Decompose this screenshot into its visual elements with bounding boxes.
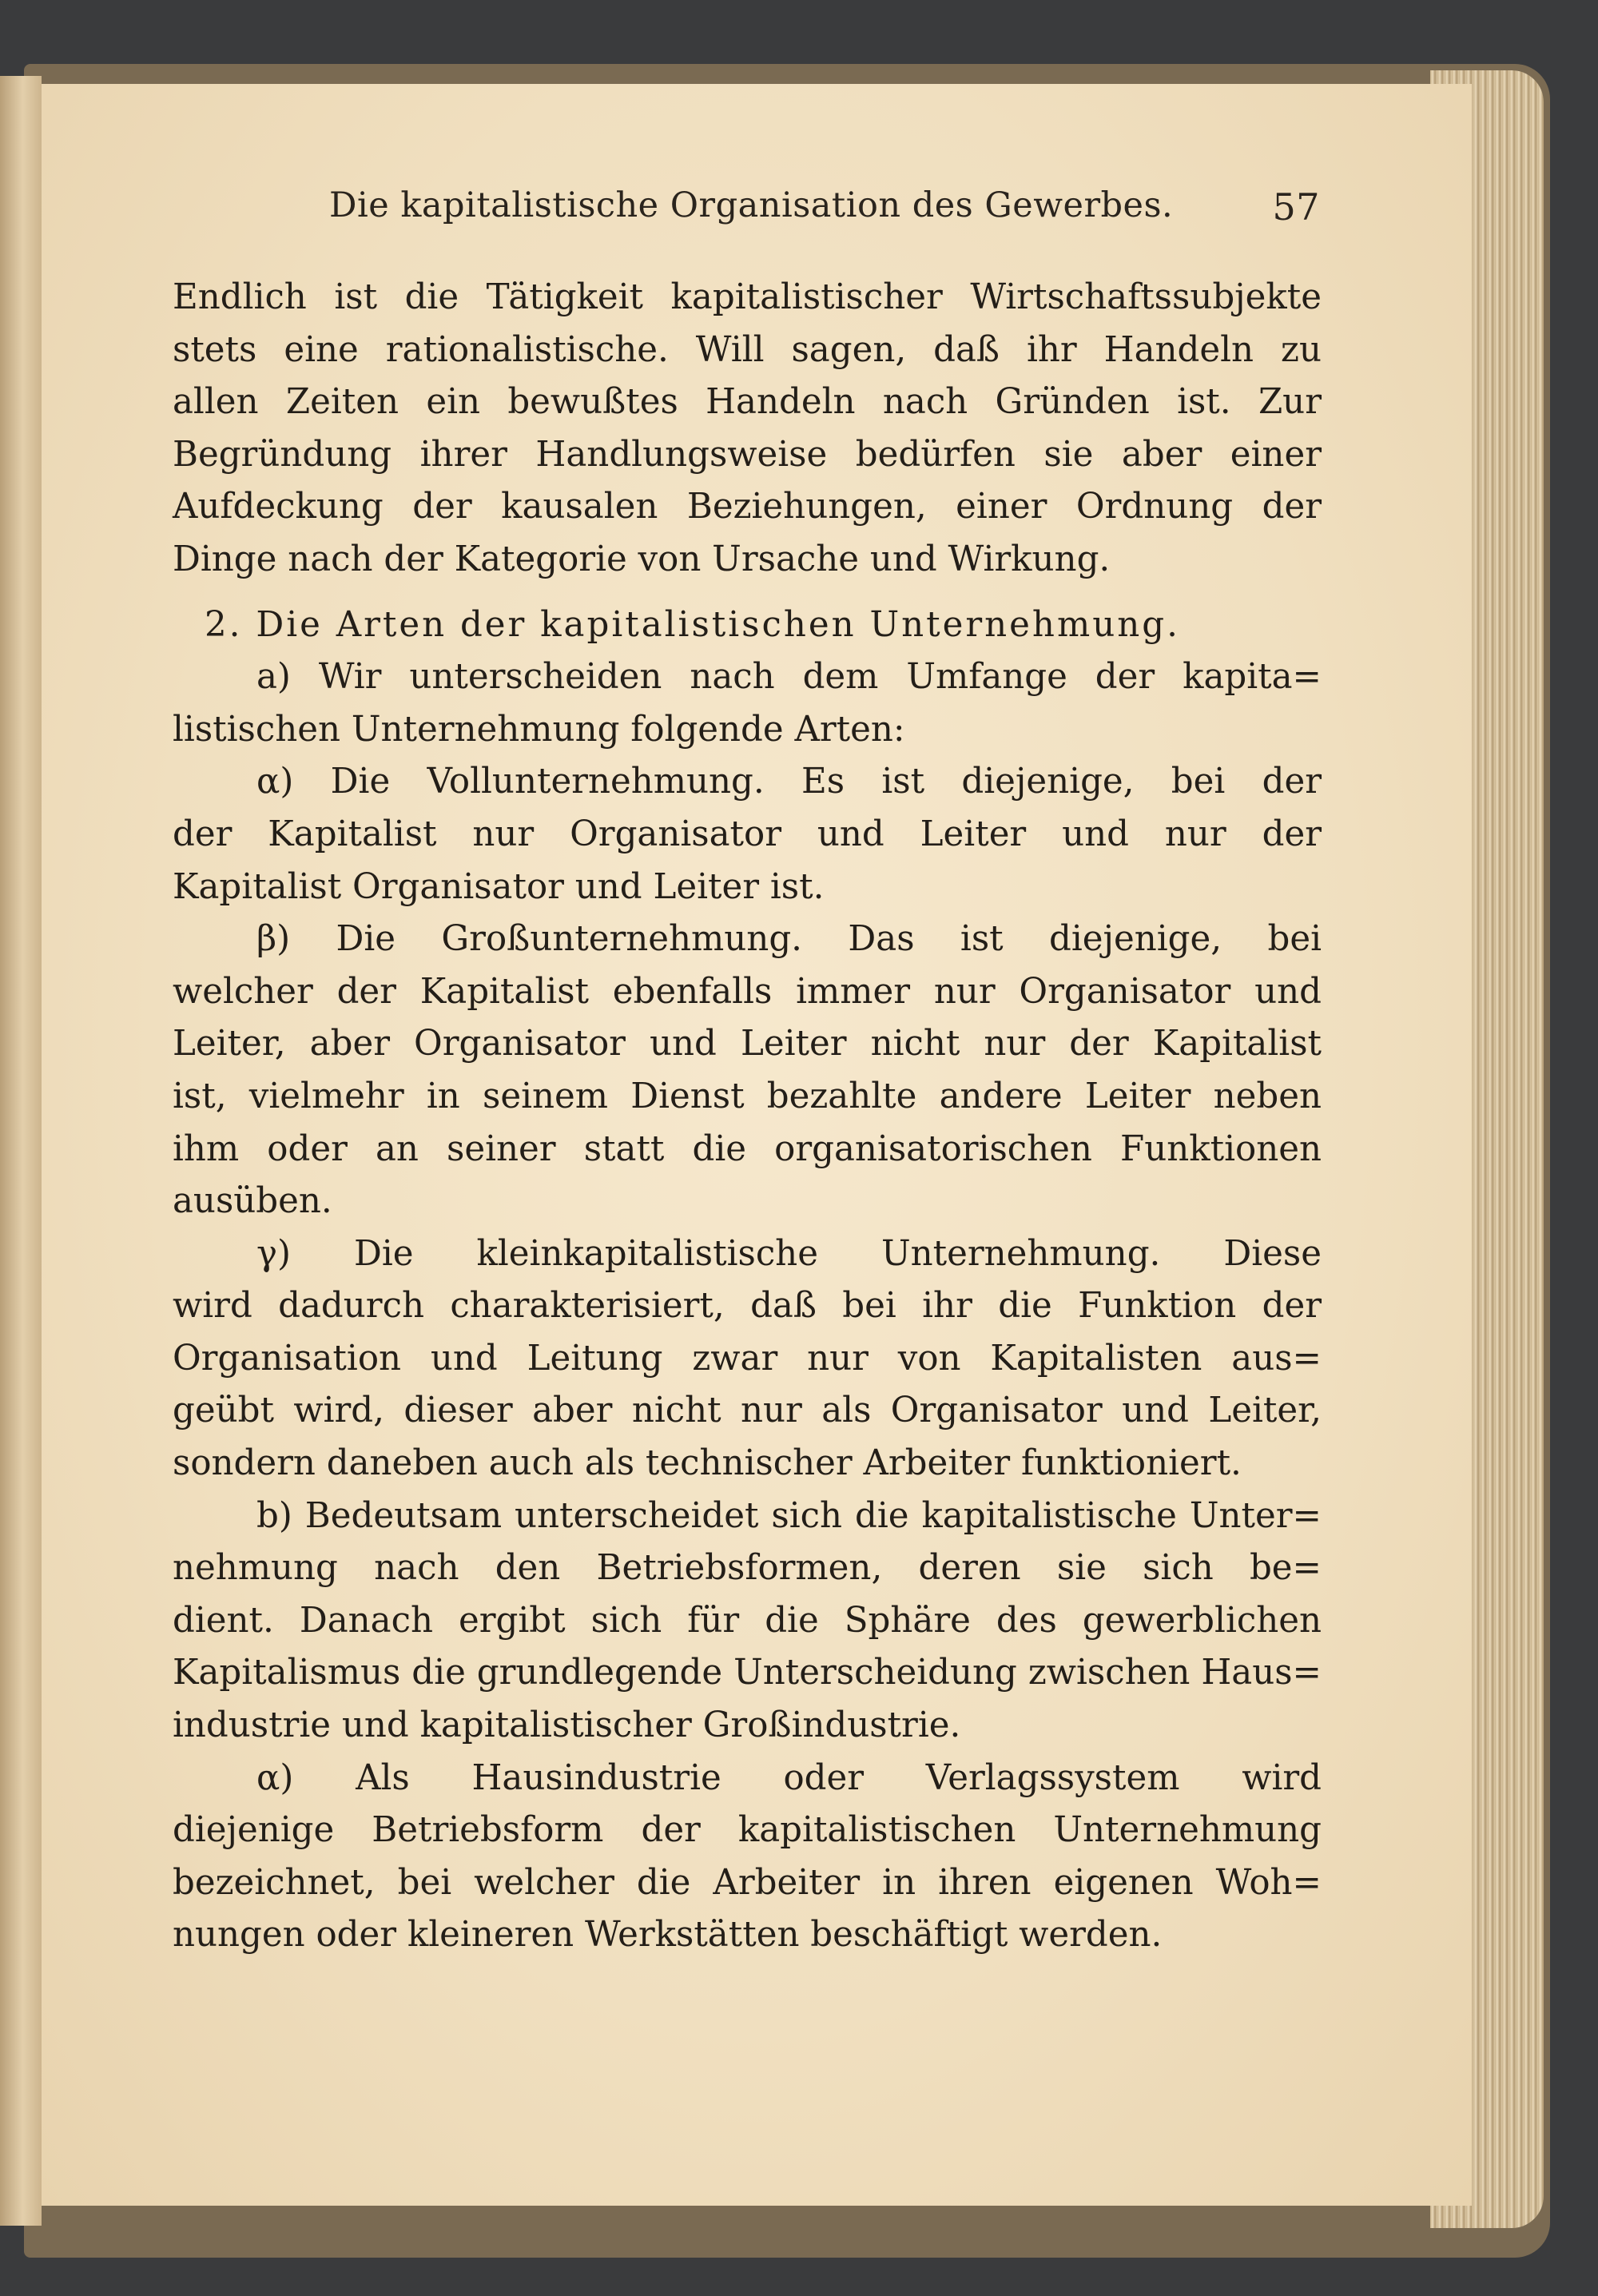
text-line: allen Zeiten ein bewußtes Handeln nach Gründen ist. Zur	[173, 382, 1322, 423]
text-line: Endlich ist die Tätigkeit kapitalistischer Wirtschaftssubjekte	[173, 277, 1322, 317]
text-line: industrie und kapitalistischer Großindustrie.	[173, 1705, 961, 1746]
text-line: diejenige Betriebsform der kapitalistischen Unternehmung	[173, 1810, 1322, 1851]
text-line: dient. Danach ergibt sich für die Sphäre des gewerblichen	[173, 1600, 1322, 1641]
text-line: Organisation und Leitung zwar nur von Kapitalisten aus=	[173, 1338, 1322, 1379]
section-gap	[173, 587, 1322, 599]
text-line: Dinge nach der Kategorie von Ursache und Wirkung.	[173, 539, 1111, 579]
text-line: nungen oder kleineren Werkstätten beschäftigt werden.	[173, 1915, 1163, 1956]
text-line: nehmung nach den Betriebsformen, deren sie sich be=	[173, 1548, 1322, 1589]
page-number: 57	[1272, 185, 1320, 229]
text-line: geübt wird, dieser aber nicht nur als Organisator und Leiter,	[173, 1391, 1322, 1431]
text-line: sondern daneben auch als technischer Arbeiter funktioniert.	[173, 1443, 1242, 1484]
text-line: listischen Unternehmung folgende Arten:	[173, 709, 905, 750]
text-line: ist, vielmehr in seinem Dienst bezahlte andere Leiter neben	[173, 1076, 1322, 1116]
text-line: a) Wir unterscheiden nach dem Umfange der kapita=	[256, 657, 1322, 698]
facing-page-edge	[0, 76, 42, 2226]
text-line: Begründung ihrer Handlungsweise bedürfen sie aber einer	[173, 434, 1322, 475]
text-line: Kapitalismus die grundlegende Unterscheidung zwischen Haus=	[173, 1653, 1322, 1693]
text-line: welcher der Kapitalist ebenfalls immer nur Organisator und	[173, 971, 1322, 1012]
page-body	[173, 272, 1322, 1962]
text-line: α) Die Vollunternehmung. Es ist diejenige, bei der	[256, 762, 1322, 802]
text-line: stets eine rationalistische. Will sagen, daß ihr Handeln zu	[173, 329, 1322, 370]
running-head-title: Die kapitalistische Organisation des Gewerbes.	[329, 185, 1174, 225]
text-line: Leiter, aber Organisator und Leiter nicht nur der Kapitalist	[173, 1024, 1322, 1064]
section-heading: 2. Die Arten der kapitalistischen Unternehmung.	[205, 604, 1180, 645]
text-line: ihm oder an seiner statt die organisatorischen Funktionen	[173, 1128, 1322, 1169]
text-line: β) Die Großunternehmung. Das ist diejenige, bei	[256, 919, 1322, 960]
text-line: wird dadurch charakterisiert, daß bei ihr die Funktion der	[173, 1286, 1322, 1327]
text-line: bezeichnet, bei welcher die Arbeiter in ihren eigenen Woh=	[173, 1862, 1322, 1903]
text-line: b) Bedeutsam unterscheidet sich die kapitalistische Unter=	[256, 1495, 1322, 1536]
text-line: α) Als Hausindustrie oder Verlagssystem wird	[256, 1757, 1322, 1798]
text-line: ausüben.	[173, 1181, 332, 1222]
text-line: der Kapitalist nur Organisator und Leiter und nur der	[173, 814, 1322, 854]
running-head	[329, 185, 1320, 241]
text-line: Kapitalist Organisator und Leiter ist.	[173, 866, 825, 907]
text-line: γ) Die kleinkapitalistische Unternehmung. Diese	[256, 1233, 1322, 1274]
text-line: Aufdeckung der kausalen Beziehungen, einer Ordnung der	[173, 487, 1322, 527]
